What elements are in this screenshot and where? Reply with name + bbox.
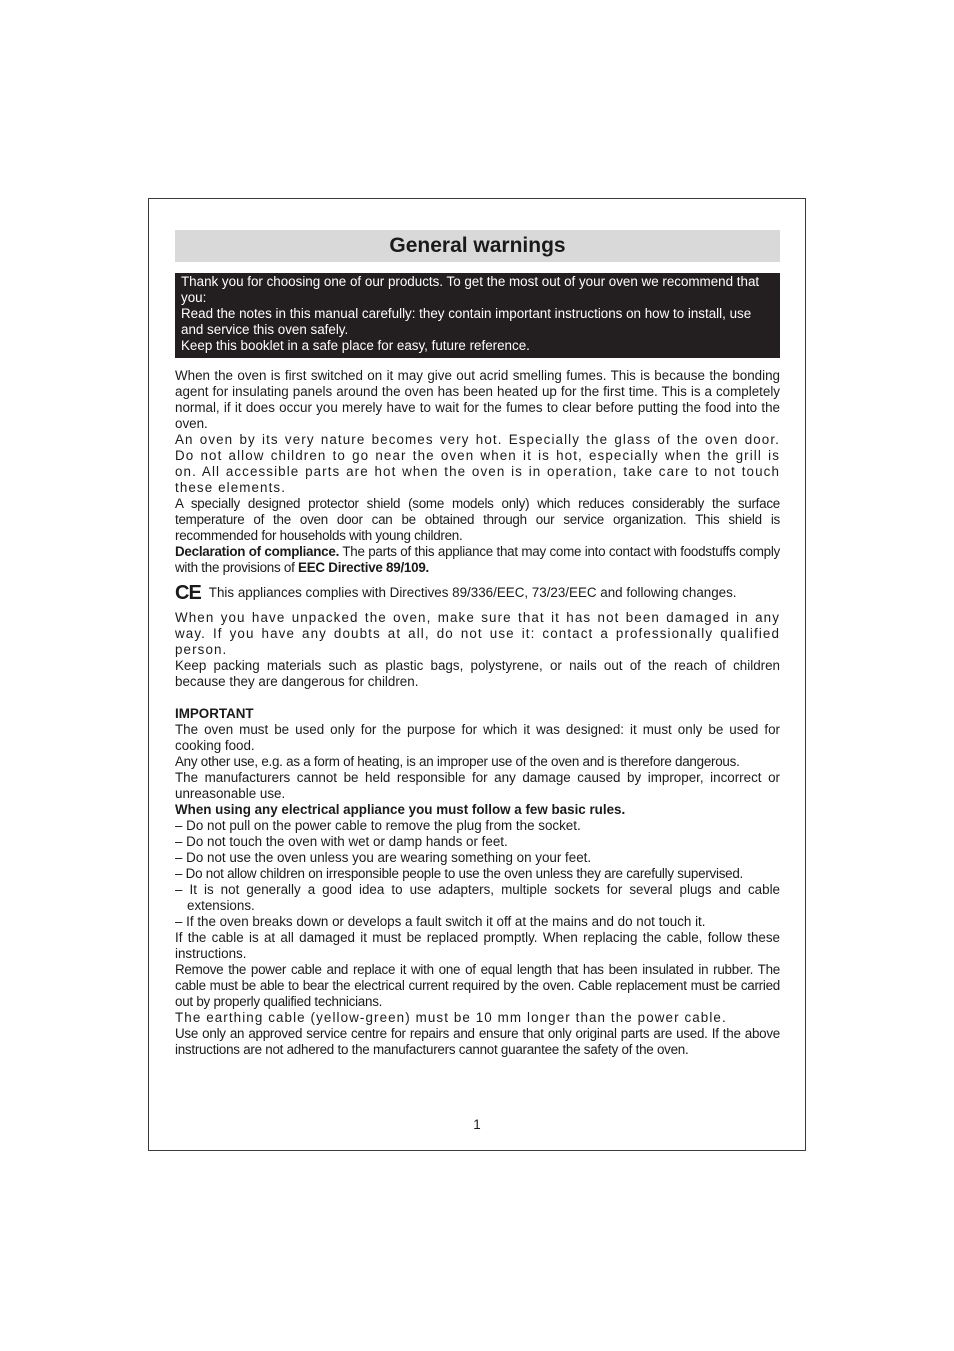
- paragraph: An oven by its very nature becomes very hot. Especially the glass of the oven door. Do not allow children to go near the oven when it is hot, especially when the grill is on. All accessible parts are hot when the oven is in operation, take care to not touch these elements.: [175, 432, 780, 495]
- page-title: General warnings: [175, 230, 780, 262]
- rules-heading: When using any electrical appliance you must follow a few basic rules.: [175, 802, 626, 817]
- page-frame: [148, 198, 806, 1151]
- intro-line: Thank you for choosing one of our products. To get the most out of your oven we recommend that you:: [181, 274, 760, 305]
- paragraph: If the cable is at all damaged it must be replaced promptly. When replacing the cable, follow these instructions.: [175, 930, 780, 961]
- page-number: 1: [473, 1117, 481, 1132]
- rule-item: – Do not touch the oven with wet or damp hands or feet.: [175, 834, 508, 849]
- unpack-section: [175, 610, 780, 690]
- rule-item: – Do not pull on the power cable to remove the plug from the socket.: [175, 818, 581, 833]
- intro-line: Keep this booklet in a safe place for easy, future reference.: [181, 338, 530, 353]
- rule-item: – Do not allow children on irresponsible people to use the oven unless they are carefully supervised.: [175, 866, 744, 881]
- ce-statement: [175, 584, 780, 602]
- rule-item: – It is not generally a good idea to use adapters, multiple sockets for several plugs and cable extensions.: [175, 882, 780, 913]
- important-heading: IMPORTANT: [175, 706, 254, 721]
- paragraph: Keep packing materials such as plastic bags, polystyrene, or nails out of the reach of children because they are dangerous for children.: [175, 658, 780, 689]
- rule-item: – If the oven breaks down or develops a fault switch it off at the mains and do not touch it.: [175, 914, 706, 929]
- declaration-directive: EEC Directive 89/109.: [298, 560, 429, 575]
- paragraph: The manufacturers cannot be held responsible for any damage caused by improper, incorrect or unreasonable use.: [175, 770, 780, 801]
- paragraph: A specially designed protector shield (some models only) which reduces considerably the surface temperature of the oven door can be obtained through our service organization. This shield is recommended for households with young children.: [175, 496, 780, 543]
- paragraph: Any other use, e.g. as a form of heating, is an improper use of the oven and is therefore dangerous.: [175, 754, 740, 769]
- paragraph: When the oven is first switched on it may give out acrid smelling fumes. This is because the bonding agent for insulating panels around the oven has been heated up for the first time. This is a completely normal, if it does occur you merely have to wait for the fumes to clear before putting the food into the oven.: [175, 368, 780, 431]
- ce-mark-icon: CE: [175, 582, 201, 604]
- important-section: [175, 706, 780, 1058]
- paragraph: When you have unpacked the oven, make sure that it has not been damaged in any way. If you have any doubts at all, do not use it: contact a professionally qualified person.: [175, 610, 780, 657]
- paragraph: Remove the power cable and replace it with one of equal length that has been insulated in rubber. The cable must be able to bear the electrical current required by the oven. Cable replacement must be carried out by properly qualified technicians.: [175, 962, 780, 1009]
- paragraph: The oven must be used only for the purpose for which it was designed: it must only be used for cooking food.: [175, 722, 780, 753]
- declaration-text: The parts of this appliance that may come into contact with foodstuffs comply with the provisions of: [175, 544, 780, 575]
- ce-text: This appliances complies with Directives 89/336/EEC, 73/23/EEC and following changes.: [208, 585, 737, 600]
- paragraph: Use only an approved service centre for repairs and ensure that only original parts are used. If the above instructions are not adhered to the manufacturers cannot guarantee the safety of the oven.: [175, 1026, 780, 1057]
- fumes-section: [175, 368, 780, 544]
- rule-item: – Do not use the oven unless you are wearing something on your feet.: [175, 850, 592, 865]
- intro-box: [175, 273, 780, 358]
- page-content: [175, 230, 780, 1058]
- declaration-paragraph: [175, 544, 780, 576]
- intro-line: Read the notes in this manual carefully: they contain important instructions on how to install, use and service this oven safely.: [181, 306, 752, 337]
- paragraph: The earthing cable (yellow-green) must be 10 mm longer than the power cable.: [175, 1010, 727, 1025]
- declaration-lead: Declaration of compliance.: [175, 544, 340, 559]
